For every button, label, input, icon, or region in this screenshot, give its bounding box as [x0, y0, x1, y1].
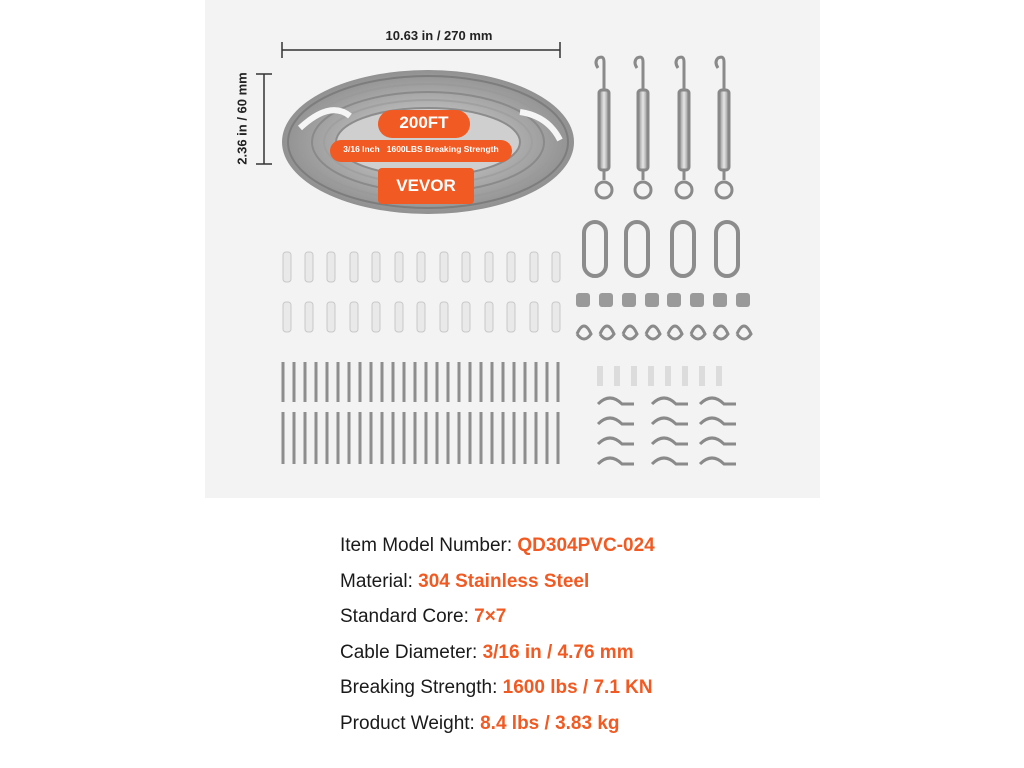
spec-value: 1600 lbs / 7.1 KN: [502, 677, 653, 698]
spec-material: [340, 564, 940, 600]
screw-hooks: [598, 398, 736, 464]
screws: [283, 362, 558, 464]
aluminum-sleeves: [597, 366, 722, 386]
spec-value: 3/16 in / 4.76 mm: [482, 641, 634, 663]
spec-label: Material:: [340, 570, 419, 592]
spec-cable-diameter: [340, 635, 940, 671]
height-dimension-label: 2.36 in / 60 mm: [234, 72, 250, 165]
spec-value: QD304PVC-024: [517, 535, 655, 556]
kit-illustration: [205, 0, 820, 498]
spec-breaking-strength: [340, 670, 940, 706]
spec-label: Product Weight:: [340, 712, 481, 734]
height-dimension-line: [256, 74, 272, 164]
spec-value: 7×7: [474, 606, 507, 627]
spec-label: Cable Diameter:: [340, 641, 483, 663]
brand-logo: VEVOR: [396, 176, 456, 195]
spec-item-model-number: [340, 528, 940, 564]
spec-value: 8.4 lbs / 3.83 kg: [480, 712, 620, 734]
spec-label: Item Model Number:: [340, 535, 518, 556]
spec-label: Standard Core:: [340, 606, 475, 627]
coil-length-tag: 200FT: [399, 113, 449, 132]
width-dimension-label: 10.63 in / 270 mm: [385, 28, 493, 43]
thimbles: [577, 326, 751, 339]
turnbuckles: [596, 57, 732, 198]
spec-standard-core: [340, 599, 940, 635]
width-dimension-line: [282, 42, 560, 58]
spec-list: [340, 528, 940, 741]
spec-label: Breaking Strength:: [340, 677, 503, 698]
coil-details-tag: 3/16 Inch 1600LBS Breaking Strength: [343, 144, 499, 154]
wire-rope-clips: [576, 293, 750, 307]
spec-value: 304 Stainless Steel: [418, 570, 590, 592]
carabiners: [584, 222, 738, 276]
product-photo: [205, 0, 820, 498]
spec-product-weight: [340, 706, 940, 742]
